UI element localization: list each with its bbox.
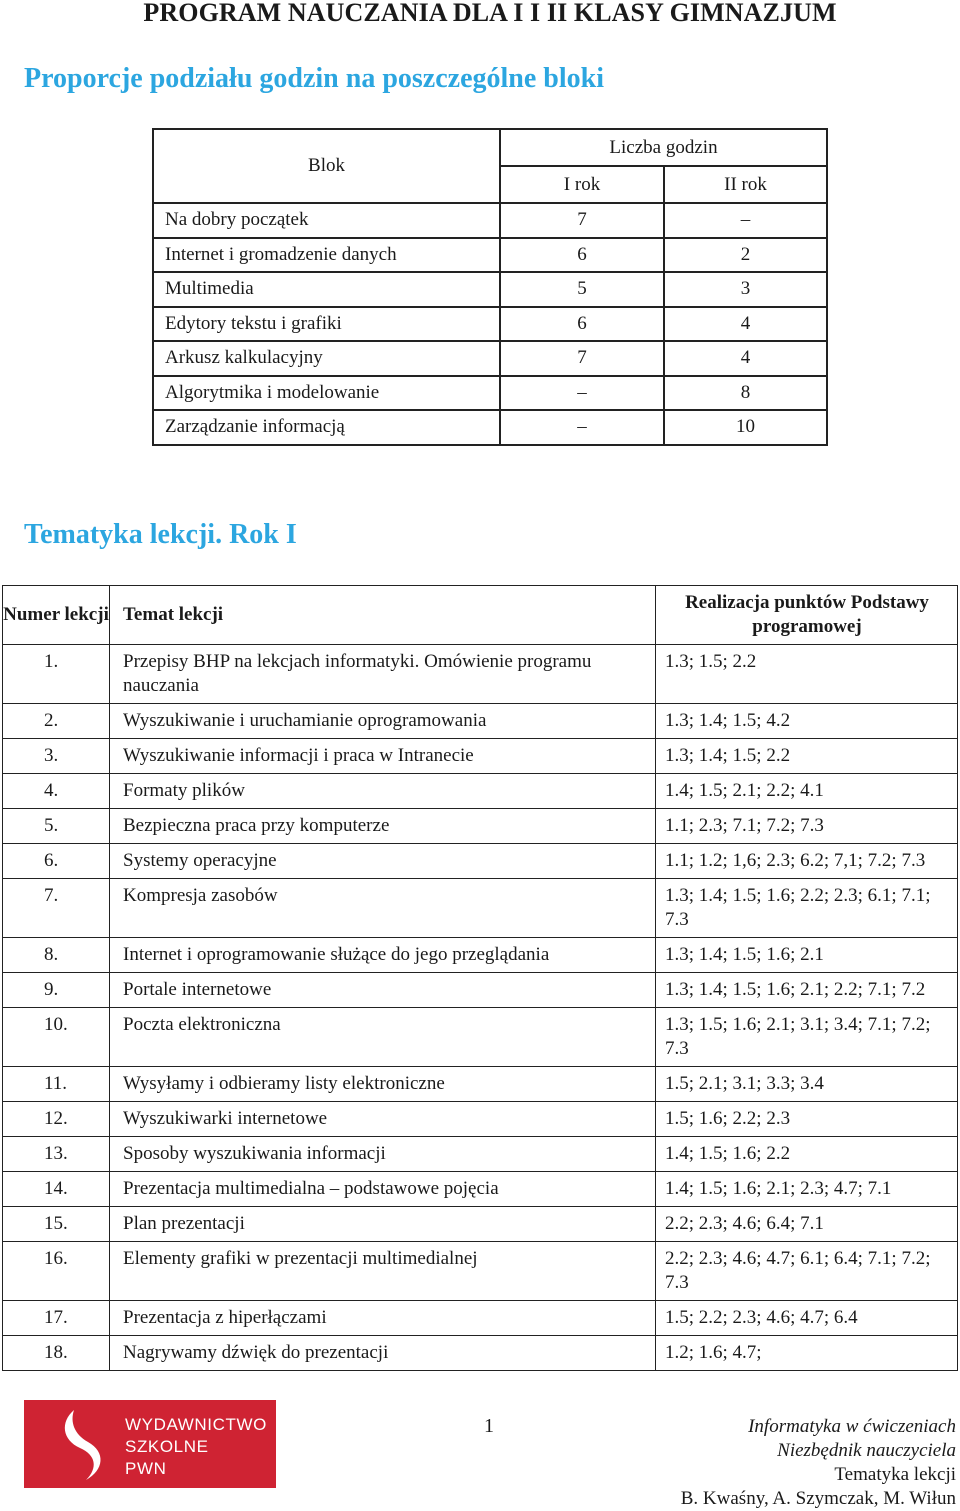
table-row (3, 645, 958, 704)
block-cell: Internet i gromadzenie danych (153, 238, 500, 273)
footer-info (681, 1415, 956, 1511)
lesson-number-cell: 15. (3, 1207, 110, 1242)
table-row (3, 704, 958, 739)
header-topic: Temat lekcji (110, 586, 656, 645)
year2-cell: 10 (664, 410, 827, 445)
lesson-points-cell: 1.3; 1.5; 2.2 (656, 645, 958, 704)
table-row (153, 203, 827, 238)
lesson-number-cell: 14. (3, 1172, 110, 1207)
lesson-topic-cell: Wyszukiwanie informacji i praca w Intranecie (110, 739, 656, 774)
year2-cell: 4 (664, 341, 827, 376)
lesson-points-cell: 1.3; 1.4; 1.5; 1.6; 2.1; 2.2; 7.1; 7.2 (656, 973, 958, 1008)
lesson-topic-cell: Portale internetowe (110, 973, 656, 1008)
lesson-topic-cell: Sposoby wyszukiwania informacji (110, 1137, 656, 1172)
lesson-points-cell: 1.3; 1.5; 1.6; 2.1; 3.1; 3.4; 7.1; 7.2; 7.3 (656, 1008, 958, 1067)
lesson-points-cell: 1.3; 1.4; 1.5; 2.2 (656, 739, 958, 774)
lesson-topic-cell: Kompresja zasobów (110, 879, 656, 938)
lesson-points-cell: 1.3; 1.4; 1.5; 1.6; 2.2; 2.3; 6.1; 7.1; 7.3 (656, 879, 958, 938)
table-row (3, 1336, 958, 1371)
header-block: Blok (153, 129, 500, 203)
document-title: PROGRAM NAUCZANIA DLA I I II KLASY GIMNAZJUM (143, 0, 837, 27)
table-row (3, 844, 958, 879)
block-cell: Edytory tekstu i grafiki (153, 307, 500, 342)
year2-cell: – (664, 203, 827, 238)
block-cell: Algorytmika i modelowanie (153, 376, 500, 411)
table-row (3, 774, 958, 809)
header-number: Numer lekcji (3, 586, 110, 645)
year2-cell: 8 (664, 376, 827, 411)
year1-cell: 6 (500, 238, 664, 273)
block-cell: Multimedia (153, 272, 500, 307)
block-cell: Arkusz kalkulacyjny (153, 341, 500, 376)
lesson-points-cell: 1.4; 1.5; 1.6; 2.2 (656, 1137, 958, 1172)
table-row (153, 238, 827, 273)
table-row (3, 1008, 958, 1067)
lesson-topic-cell: Nagrywamy dźwięk do prezentacji (110, 1336, 656, 1371)
lesson-points-cell: 1.5; 2.2; 2.3; 4.6; 4.7; 6.4 (656, 1301, 958, 1336)
footer-section: Tematyka lekcji (834, 1464, 956, 1485)
table-row (3, 1207, 958, 1242)
hours-table (152, 128, 828, 446)
table-row (153, 341, 827, 376)
lesson-number-cell: 9. (3, 973, 110, 1008)
lesson-number-cell: 17. (3, 1301, 110, 1336)
lesson-number-cell: 18. (3, 1336, 110, 1371)
header-hours: Liczba godzin (500, 129, 827, 166)
lesson-points-cell: 1.5; 1.6; 2.2; 2.3 (656, 1102, 958, 1137)
lesson-number-cell: 4. (3, 774, 110, 809)
footer-book-title: Informatyka w ćwiczeniach (748, 1416, 956, 1437)
lesson-topic-cell: Systemy operacyjne (110, 844, 656, 879)
pwn-emblem-icon (56, 1406, 116, 1484)
lesson-points-cell: 1.4; 1.5; 2.1; 2.2; 4.1 (656, 774, 958, 809)
year1-cell: 5 (500, 272, 664, 307)
lesson-number-cell: 8. (3, 938, 110, 973)
page-number: 1 (484, 1415, 494, 1437)
lesson-topic-cell: Wysyłamy i odbieramy listy elektroniczne (110, 1067, 656, 1102)
lesson-topic-cell: Formaty plików (110, 774, 656, 809)
table-header-row (153, 129, 827, 166)
lesson-topic-cell: Internet i oprogramowanie służące do jego przeglądania (110, 938, 656, 973)
lesson-points-cell: 2.2; 2.3; 4.6; 4.7; 6.1; 6.4; 7.1; 7.2; 7.3 (656, 1242, 958, 1301)
year2-cell: 4 (664, 307, 827, 342)
table-row (3, 1172, 958, 1207)
table-row (3, 1102, 958, 1137)
table-row (153, 307, 827, 342)
header-points: Realizacja punktów Podstawy programowej (656, 586, 958, 645)
logo-line3: PWN (125, 1459, 167, 1478)
year1-cell: 6 (500, 307, 664, 342)
year2-cell: 3 (664, 272, 827, 307)
lesson-number-cell: 7. (3, 879, 110, 938)
lesson-number-cell: 5. (3, 809, 110, 844)
table-row (3, 973, 958, 1008)
lesson-topic-cell: Plan prezentacji (110, 1207, 656, 1242)
section-title-hours: Proporcje podziału godzin na poszczególne bloki (24, 63, 604, 94)
year1-cell: 7 (500, 203, 664, 238)
lesson-number-cell: 6. (3, 844, 110, 879)
lesson-points-cell: 2.2; 2.3; 4.6; 6.4; 7.1 (656, 1207, 958, 1242)
lessons-table (2, 585, 958, 1371)
table-row (3, 1067, 958, 1102)
publisher-logo (24, 1400, 276, 1488)
lesson-points-cell: 1.3; 1.4; 1.5; 1.6; 2.1 (656, 938, 958, 973)
table-row (153, 376, 827, 411)
table-row (3, 1242, 958, 1301)
table-row (153, 410, 827, 445)
lesson-number-cell: 12. (3, 1102, 110, 1137)
logo-line2: SZKOLNE (125, 1437, 209, 1456)
header-year1: I rok (500, 166, 664, 203)
lesson-topic-cell: Przepisy BHP na lekcjach informatyki. Omówienie programu nauczania (110, 645, 656, 704)
lesson-number-cell: 3. (3, 739, 110, 774)
lesson-points-cell: 1.3; 1.4; 1.5; 4.2 (656, 704, 958, 739)
lesson-topic-cell: Prezentacja z hiperłączami (110, 1301, 656, 1336)
lesson-points-cell: 1.5; 2.1; 3.1; 3.3; 3.4 (656, 1067, 958, 1102)
lesson-points-cell: 1.4; 1.5; 1.6; 2.1; 2.3; 4.7; 7.1 (656, 1172, 958, 1207)
lesson-number-cell: 16. (3, 1242, 110, 1301)
lesson-number-cell: 2. (3, 704, 110, 739)
lesson-topic-cell: Bezpieczna praca przy komputerze (110, 809, 656, 844)
table-row (3, 739, 958, 774)
table-header-row (3, 586, 958, 645)
lesson-topic-cell: Prezentacja multimedialna – podstawowe pojęcia (110, 1172, 656, 1207)
table-row (3, 879, 958, 938)
year1-cell: 7 (500, 341, 664, 376)
lesson-points-cell: 1.2; 1.6; 4.7; (656, 1336, 958, 1371)
year1-cell: – (500, 376, 664, 411)
lesson-number-cell: 10. (3, 1008, 110, 1067)
lesson-number-cell: 1. (3, 645, 110, 704)
table-row (3, 1137, 958, 1172)
table-row (3, 809, 958, 844)
lesson-points-cell: 1.1; 1.2; 1,6; 2.3; 6.2; 7,1; 7.2; 7.3 (656, 844, 958, 879)
table-row (3, 1301, 958, 1336)
lesson-topic-cell: Wyszukiwarki internetowe (110, 1102, 656, 1137)
header-year2: II rok (664, 166, 827, 203)
section-title-topics: Tematyka lekcji. Rok I (24, 519, 297, 550)
lesson-topic-cell: Elementy grafiki w prezentacji multimedialnej (110, 1242, 656, 1301)
lesson-number-cell: 11. (3, 1067, 110, 1102)
table-row (153, 272, 827, 307)
year1-cell: – (500, 410, 664, 445)
footer-authors: B. Kwaśny, A. Szymczak, M. Wiłun (680, 1488, 956, 1509)
block-cell: Na dobry początek (153, 203, 500, 238)
lesson-topic-cell: Wyszukiwanie i uruchamianie oprogramowania (110, 704, 656, 739)
logo-line1: WYDAWNICTWO (125, 1415, 267, 1434)
year2-cell: 2 (664, 238, 827, 273)
lesson-points-cell: 1.1; 2.3; 7.1; 7.2; 7.3 (656, 809, 958, 844)
table-row (3, 938, 958, 973)
block-cell: Zarządzanie informacją (153, 410, 500, 445)
lesson-topic-cell: Poczta elektroniczna (110, 1008, 656, 1067)
lesson-number-cell: 13. (3, 1137, 110, 1172)
footer-subtitle: Niezbędnik nauczyciela (777, 1440, 956, 1461)
